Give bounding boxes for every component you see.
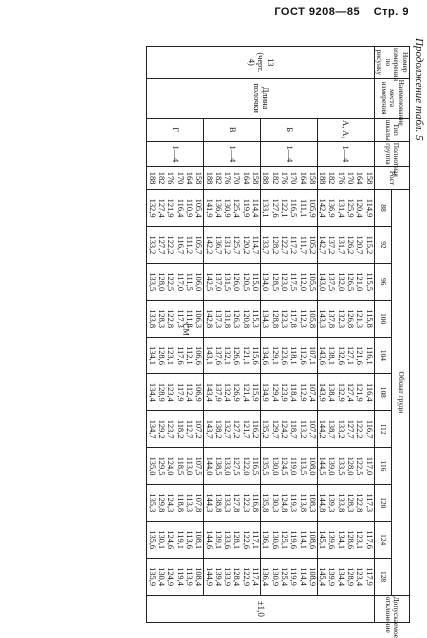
height-values-cell: 158 164 170 176 182 188	[147, 167, 204, 190]
girth-values-cell: 105,8 112,3 117,8 123,3 128,8 134,3	[261, 300, 318, 337]
girth-header: 124	[374, 521, 392, 558]
standard-number: ГОСТ 9208—85	[274, 6, 361, 18]
girth-values-cell: 108,1 113,6 119,1 124,6 130,1 135,6	[147, 521, 204, 558]
girth-values-cell: 117,4 122,9 128,4 133,9 139,4 144,9	[204, 558, 261, 595]
girth-values-cell: 105,7 111,2 116,7 122,2 127,7 133,2	[147, 227, 204, 264]
girth-values-cell: 114,9 120,4 125,9 131,4 136,9 142,4	[317, 190, 374, 227]
girth-values-cell: 116,2 121,7 127,2 132,7 138,2 143,7	[204, 411, 261, 448]
girth-header: 100	[374, 300, 392, 337]
girth-values-cell: 108,6 114,1 119,6 125,1 130,6 136,1	[261, 521, 318, 558]
measurement-name-cell: Длина полочки	[147, 78, 374, 118]
page-number: Стр. 9	[373, 6, 409, 18]
girth-values-cell: 108,3 113,8 119,3 124,8 130,3 135,8	[261, 484, 318, 521]
girth-header: 128	[374, 558, 392, 595]
continuation-label: Продолжение табл. 5	[413, 38, 425, 141]
page-header	[264, 6, 409, 18]
group-cell: 1—4	[317, 141, 374, 166]
scale-type-cell: Б	[261, 118, 318, 141]
girth-values-cell: 107,4 112,9 118,4 123,9 129,4 134,9	[261, 374, 318, 411]
girth-values-cell: 107,2 112,7 118,2 123,7 129,2 134,7	[147, 411, 204, 448]
girth-values-cell: 114,4 119,9 125,4 130,9 136,4 141,9	[204, 190, 261, 227]
header-name: Наименование места измерения	[374, 78, 409, 118]
center-mark: СМ	[181, 323, 191, 336]
table-row	[204, 47, 261, 623]
table-row	[147, 47, 204, 623]
header-girth: Обхват груди	[392, 190, 410, 595]
girth-header: 108	[374, 374, 392, 411]
table-body	[147, 47, 374, 623]
header-item: Номер измерения по рисунку	[375, 48, 410, 82]
girth-values-cell: 117,6 123,1 128,6 134,1 139,6 145,1	[317, 521, 374, 558]
girth-values-cell: 115,0 120,5 126,0 131,5 137,0 142,5	[204, 263, 261, 300]
girth-header: 88	[374, 190, 392, 227]
scale-type-cell: А, А₁	[317, 118, 374, 141]
girth-values-cell: 115,9 121,4 126,9 132,4 137,9 143,4	[204, 374, 261, 411]
girth-values-cell: 115,2 120,7 126,2 131,7 137,2 142,7	[317, 227, 374, 264]
girth-values-cell: 105,2 111,7 117,2 122,7 128,2 133,7	[261, 227, 318, 264]
height-values-cell: 158 164 170 176 182 188	[204, 167, 261, 190]
girth-values-cell: 105,9 111,1 116,5 122,1 127,6 133,1	[261, 190, 318, 227]
girth-header: 96	[374, 263, 392, 300]
girth-values-cell: 116,4 121,9 127,4 132,9 138,4 143,9	[317, 374, 374, 411]
girth-values-cell: 115,3 120,8 126,3 131,8 137,3 142,8	[204, 300, 261, 337]
girth-values-cell: 116,1 121,6 127,1 132,6 138,1 143,6	[317, 337, 374, 374]
girth-values-cell: 117,9 123,4 128,9 134,4 139,9 145,4	[317, 558, 374, 595]
height-values-cell: 158 164 170 176 182 188	[261, 167, 318, 190]
girth-values-cell: 105,5 112,0 117,5 123,0 128,5 134,0	[261, 263, 318, 300]
girth-header: 92	[374, 227, 392, 264]
girth-values-cell: 106,6 112,1 117,6 123,1 128,6 134,1	[147, 337, 204, 374]
girth-values-cell: 106,0 111,5 117,0 122,5 128,0 133,5	[147, 263, 204, 300]
scale-type-cell: Г	[147, 118, 204, 141]
girth-values-cell: 115,8 121,3 126,8 132,3 137,8 143,3	[317, 300, 374, 337]
girth-values-cell: 108,0 113,5 119,0 124,5 130,0 135,5	[261, 448, 318, 485]
girth-values-cell: 108,9 114,4 119,9 125,4 130,9 136,4	[261, 558, 318, 595]
measurement-table	[147, 46, 411, 638]
girth-values-cell: 105,4 110,9 116,4 121,9 127,4 132,9	[147, 190, 204, 227]
header-tolerance: Допускаемое отклонение	[374, 595, 409, 622]
scale-type-cell: В	[204, 118, 261, 141]
girth-header: 104	[374, 337, 392, 374]
girth-values-cell: 117,0 122,5 128,0 133,5 139,0 144,5	[317, 448, 374, 485]
girth-values-cell: 107,5 113,0 118,5 124,0 129,5 135,0	[147, 448, 204, 485]
girth-values-cell: 117,3 122,8 128,3 133,8 139,3 144,8	[317, 484, 374, 521]
header-height: Рост	[374, 167, 409, 190]
girth-values-cell: 107,1 112,6 118,1 123,6 129,1 134,6	[261, 337, 318, 374]
girth-values-cell: 106,9 112,4 117,9 123,4 128,9 134,4	[147, 374, 204, 411]
girth-header: 120	[374, 484, 392, 521]
girth-values-cell: 108,4 113,9 119,4 124,9 130,4 135,9	[147, 558, 204, 595]
girth-values-cell: 115,5 121,0 126,5 132,0 137,5 143,0	[317, 263, 374, 300]
header-group: Полнотная группа	[374, 141, 409, 166]
group-cell: 1—4	[261, 141, 318, 166]
girth-values-cell: 107,7 113,2 118,7 124,2 129,7 135,2	[261, 411, 318, 448]
header-type: Тип шкалы	[374, 118, 409, 141]
height-values-cell: 158 164 170 176 182 188	[317, 167, 374, 190]
tolerance-cell: ±1,0	[147, 595, 374, 622]
girth-values-cell: 114,7 120,2 125,7 131,2 136,7 142,2	[204, 227, 261, 264]
girth-values-cell: 117,1 122,6 128,1 133,6 139,1 144,6	[204, 521, 261, 558]
girth-header: 112	[374, 411, 392, 448]
girth-values-cell: 107,8 113,3 118,8 124,3 129,8 135,3	[147, 484, 204, 521]
rotated-table-container	[28, 46, 410, 638]
group-cell: 1—4	[147, 141, 204, 166]
girth-values-cell: 115,6 121,1 126,6 132,1 137,6 143,1	[204, 337, 261, 374]
girth-header: 116	[374, 448, 392, 485]
table-row	[261, 47, 318, 623]
group-cell: 1—4	[204, 141, 261, 166]
girth-values-cell: 116,7 122,2 127,7 133,2 138,7 144,2	[317, 411, 374, 448]
table-row	[317, 47, 374, 623]
girth-values-cell: 116,8 122,3 127,8 133,3 138,8 144,3	[204, 484, 261, 521]
item-number-cell: 13 (черт. 4)	[147, 47, 374, 79]
girth-values-cell: 106,3 111,8 117,3 122,8 128,3 133,8	[147, 300, 204, 337]
girth-values-cell: 116,5 122,0 127,5 133,0 138,5 144,0	[204, 448, 261, 485]
